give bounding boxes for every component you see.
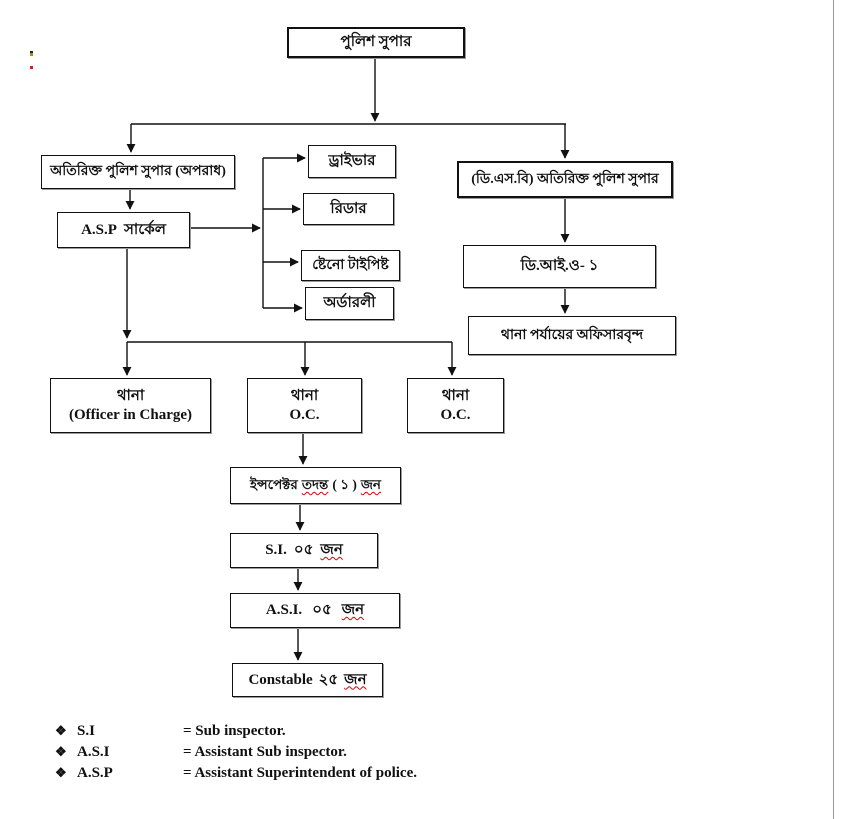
node-label-abbr: A.S.P: [81, 221, 117, 238]
legend-term: S.I: [77, 723, 95, 739]
node-label-abbr: S.I.: [265, 542, 287, 559]
legend-term: A.S.P: [77, 765, 113, 781]
node-label-line2: O.C.: [289, 406, 320, 423]
node-reader: [303, 193, 394, 225]
node-thana-officer-in-charge: [50, 378, 211, 433]
node-label: ষ্টেনো টাইপিষ্ট: [312, 257, 389, 273]
node-dsb-additional-police-super: [457, 161, 673, 198]
node-steno-typist: [301, 250, 400, 281]
node-label-unit: জন: [341, 602, 365, 619]
node-thana-oc-1: [247, 378, 362, 433]
diamond-bullet-icon: ❖: [55, 723, 67, 738]
node-police-super: [287, 27, 465, 58]
node-label: ডি.আই.ও- ১: [520, 258, 599, 275]
stray-mark: [30, 66, 33, 69]
node-label-count: ( ১ ): [332, 477, 357, 493]
node-label-line2: (Officer in Charge): [68, 406, 193, 423]
node-driver: [308, 145, 396, 178]
node-label-unit: জন: [320, 542, 343, 559]
legend-item-asi: [55, 744, 417, 765]
node-label: থানা পর্যায়ের অফিসারবৃন্দ: [500, 327, 644, 343]
legend-term: A.S.I: [77, 744, 110, 760]
legend-definition: = Assistant Sub inspector.: [183, 744, 347, 760]
node-label-word: তদন্ত: [301, 477, 329, 493]
node-label-abbr: Constable: [248, 671, 313, 688]
diamond-bullet-icon: ❖: [55, 765, 67, 780]
legend: [55, 723, 417, 786]
diamond-bullet-icon: ❖: [55, 744, 67, 759]
node-label-unit: জন: [360, 477, 381, 493]
node-asi: [230, 593, 400, 628]
node-thana-level-officers: [468, 316, 676, 355]
node-label: অতিরিক্ত পুলিশ সুপার (অপরাধ): [50, 164, 226, 180]
node-label: পুলিশ সুপার: [340, 34, 412, 51]
legend-item-si: [55, 723, 417, 744]
node-label-line1: থানা: [116, 387, 145, 404]
node-orderly: [305, 287, 394, 320]
legend-item-asp: [55, 765, 417, 786]
node-label: অর্ডারলী: [323, 295, 376, 312]
node-dio-1: [463, 245, 656, 288]
node-si: [230, 533, 378, 568]
node-label-line1: থানা: [290, 387, 319, 404]
node-thana-oc-2: [407, 378, 504, 433]
node-label: ড্রাইভার: [328, 153, 376, 170]
legend-definition: = Sub inspector.: [183, 723, 286, 739]
legend-definition: = Assistant Superintendent of police.: [183, 765, 417, 781]
node-label-line1: থানা: [441, 387, 470, 404]
node-label-unit: জন: [344, 671, 367, 688]
node-inspector-investigation: [230, 467, 401, 504]
node-label: (ডি.এস.বি) অতিরিক্ত পুলিশ সুপার: [471, 171, 659, 187]
node-label-count: ০৫: [293, 542, 314, 559]
page-edge-rule: [833, 0, 834, 819]
node-label-count: ২৫: [318, 671, 339, 688]
node-label: রিডার: [330, 200, 367, 217]
node-label-count: ০৫: [312, 602, 332, 619]
node-label-title: ইন্সপেক্টর: [250, 477, 298, 493]
stray-mark: [30, 51, 33, 56]
node-label-abbr: A.S.I.: [265, 602, 303, 619]
node-asp-circle: [57, 212, 190, 248]
node-additional-police-super-crime: [41, 155, 235, 189]
node-label-bn: সার্কেল: [123, 221, 166, 238]
node-label-line2: O.C.: [440, 406, 471, 423]
node-constable: [232, 663, 383, 697]
